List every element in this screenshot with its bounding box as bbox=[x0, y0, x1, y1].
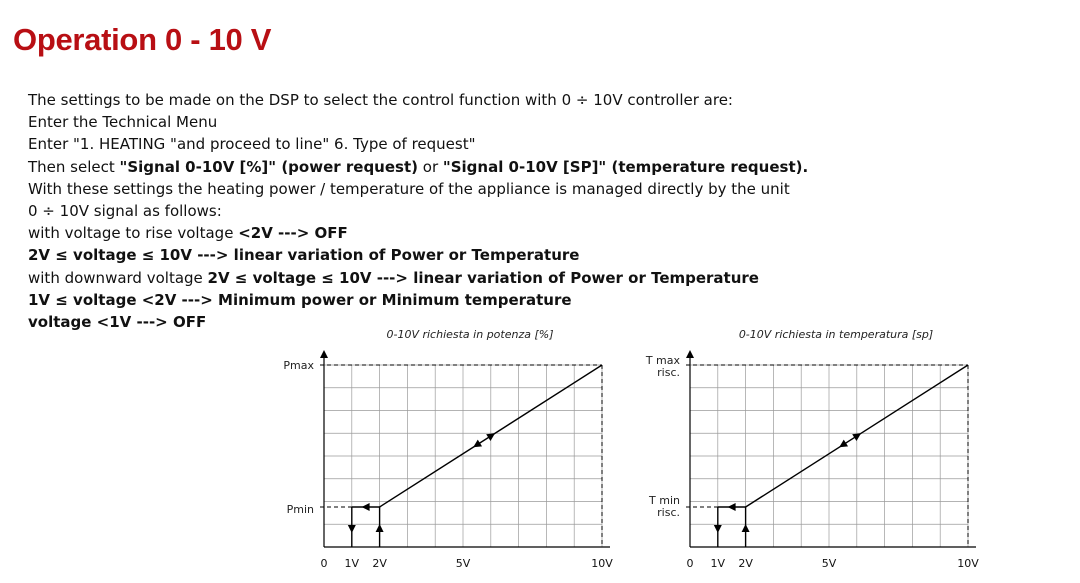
bold-text: <2V ---> OFF bbox=[238, 224, 348, 243]
bold-text: "Signal 0-10V [%]" (power request) bbox=[119, 157, 418, 176]
y-label-max: Pmax bbox=[283, 359, 314, 372]
bold-text: 2V ≤ voltage ≤ 10V ---> linear variation of Power or Temperature bbox=[28, 246, 580, 265]
text-segment: with downward voltage bbox=[28, 268, 208, 287]
bold-text: 1V ≤ voltage <2V ---> Minimum power or Minimum temperature bbox=[28, 290, 572, 309]
text-segment: Enter "1. HEATING "and proceed to line" 6. Type of request" bbox=[28, 135, 476, 154]
x-tick-label: 0 bbox=[686, 557, 694, 570]
fall-arrow bbox=[348, 525, 356, 533]
plateau-arrow bbox=[362, 503, 370, 511]
x-tick-label: 1V bbox=[344, 557, 360, 570]
slope-down-arrow bbox=[473, 440, 482, 448]
rise-arrow bbox=[742, 524, 750, 532]
x-tick-label: 0 bbox=[320, 557, 328, 570]
x-tick-label: 5V bbox=[821, 557, 837, 570]
text-segment: with voltage to rise voltage bbox=[28, 224, 239, 243]
text-line bbox=[28, 133, 848, 155]
text-segment: or bbox=[418, 157, 443, 176]
slope-up-arrow bbox=[852, 433, 861, 441]
text-segment: Then select bbox=[28, 157, 120, 176]
bold-text: voltage <1V ---> OFF bbox=[28, 313, 207, 332]
y-label-max: T max bbox=[645, 354, 680, 367]
text-line bbox=[28, 200, 848, 222]
slope-down-arrow bbox=[839, 440, 848, 448]
chart-title: 0-10V richiesta in potenza [%] bbox=[386, 328, 554, 341]
x-tick-label: 5V bbox=[455, 557, 471, 570]
text-line bbox=[28, 267, 848, 289]
text-line bbox=[28, 178, 848, 200]
text-segment: Enter the Technical Menu bbox=[28, 113, 218, 132]
text-segment: 0 ÷ 10V signal as follows: bbox=[28, 202, 222, 221]
rise-arrow bbox=[376, 524, 384, 532]
text-segment: The settings to be made on the DSP to select the control function with 0 ÷ 10V controller are: bbox=[28, 91, 733, 109]
x-tick-label: 1V bbox=[710, 557, 726, 570]
text-line bbox=[28, 89, 848, 111]
text-line bbox=[28, 289, 848, 311]
y-axis-arrow bbox=[686, 350, 694, 358]
slope-up-arrow bbox=[486, 433, 495, 441]
x-tick-label: 2V bbox=[372, 557, 387, 570]
x-tick-label: 10V bbox=[591, 557, 613, 570]
page-title: Operation 0 - 10 V bbox=[13, 22, 272, 57]
bold-text: "Signal 0-10V [SP]" (temperature request). bbox=[442, 157, 809, 176]
x-tick-label: 10V bbox=[957, 557, 979, 570]
y-label-min-sub: risc. bbox=[657, 506, 680, 519]
y-label-min: Pmin bbox=[286, 503, 314, 516]
text-line bbox=[28, 222, 848, 244]
x-tick-label: 2V bbox=[738, 557, 753, 570]
y-label-min: T min bbox=[649, 494, 680, 507]
instructions-text bbox=[28, 89, 848, 333]
power-request-chart bbox=[270, 320, 630, 570]
bold-text: 2V ≤ voltage ≤ 10V ---> linear variation of Power or Temperature bbox=[207, 268, 759, 287]
fall-arrow bbox=[714, 525, 722, 533]
y-label-max-sub: risc. bbox=[657, 366, 680, 379]
text-line bbox=[28, 244, 848, 266]
plateau-arrow bbox=[728, 503, 736, 511]
text-segment: With these settings the heating power / temperature of the appliance is managed directly by the unit bbox=[28, 179, 790, 198]
temperature-request-chart bbox=[636, 320, 996, 570]
text-line bbox=[28, 156, 848, 178]
text-line bbox=[28, 111, 848, 133]
y-axis-arrow bbox=[320, 350, 328, 358]
chart-title: 0-10V richiesta in temperatura [sp] bbox=[738, 328, 934, 341]
